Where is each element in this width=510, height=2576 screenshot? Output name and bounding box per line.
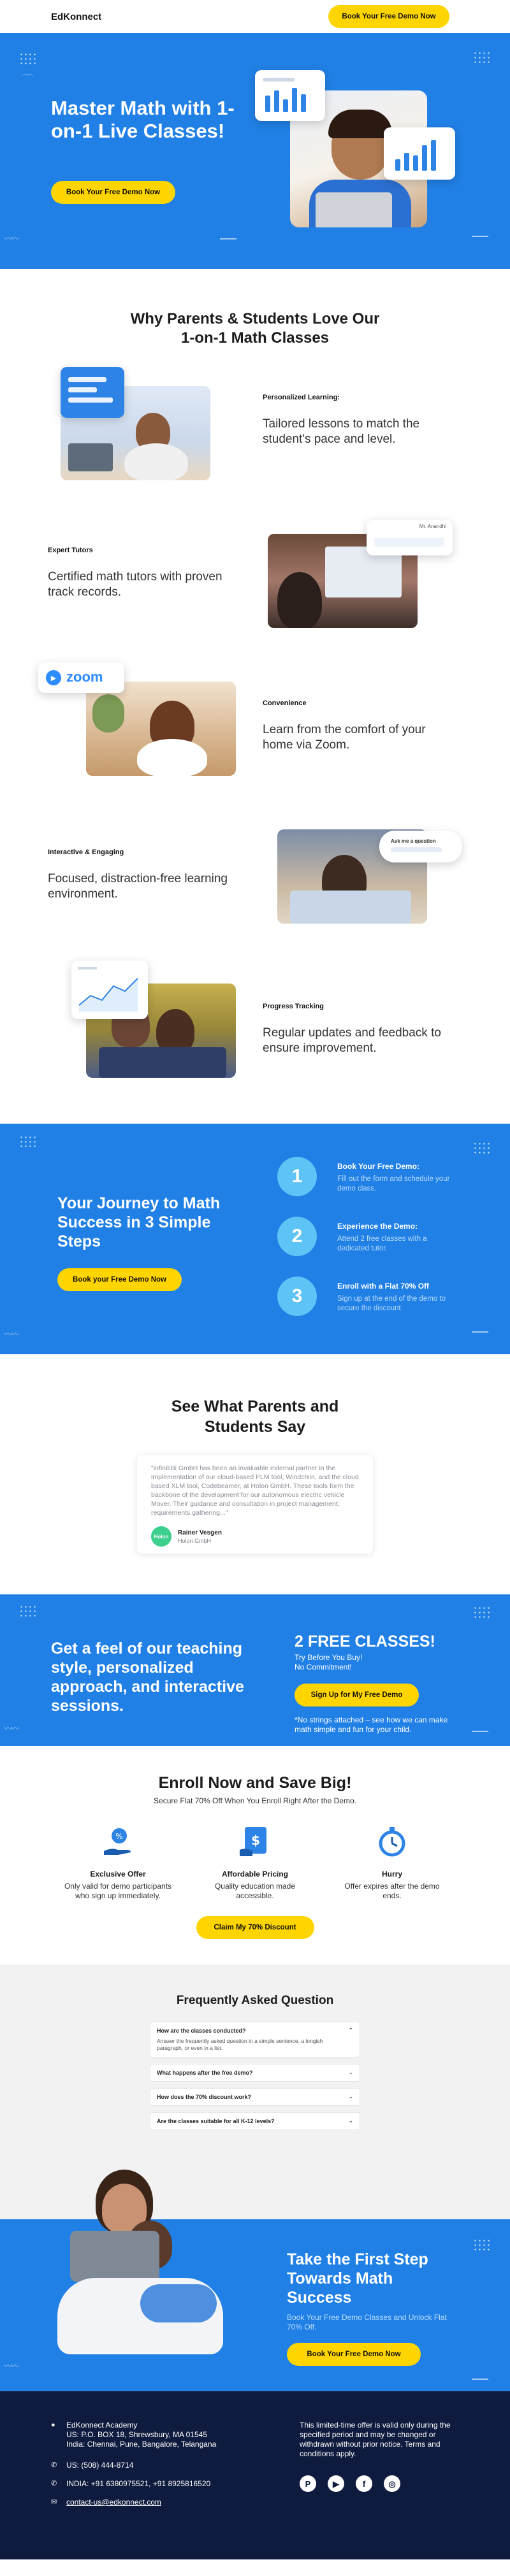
chevron-up-icon[interactable]: ⌃ xyxy=(348,2027,353,2033)
author-org: Holon GmbH xyxy=(178,1537,212,1544)
cta-demo-button[interactable]: Book Your Free Demo Now xyxy=(287,2343,421,2366)
decor-dots xyxy=(19,52,37,65)
footer-us-phone[interactable]: ✆ US: (508) 444-8714 xyxy=(51,2461,134,2470)
feature-photo xyxy=(86,682,236,776)
feature-text xyxy=(48,848,233,902)
offer-disclaimer: This limited-time offer is valid only during the specified period and may be changed or withdrawn without prior notice. Terms and conditions apply. xyxy=(300,2421,451,2458)
step-title: Enroll with a Flat 70% Off xyxy=(337,1282,430,1291)
growth-chart-card xyxy=(384,127,455,180)
faq-question[interactable]: How are the classes conducted? xyxy=(157,2028,246,2034)
zoom-badge: ▶ zoom xyxy=(38,662,124,693)
testimonial-card xyxy=(137,1455,373,1554)
feature-label: Convenience xyxy=(263,699,307,707)
decor-dots xyxy=(19,1605,37,1617)
step-number: 3 xyxy=(277,1277,317,1316)
feature-desc: Regular updates and feedback to ensure improvement. xyxy=(263,1026,441,1055)
faq-item[interactable] xyxy=(150,2088,360,2106)
feature-item xyxy=(0,810,510,958)
decor-wave: ⌒⌒ xyxy=(22,75,32,82)
decor-dash xyxy=(472,1731,488,1732)
footer-address: ● EdKonnect Academy US: P.O. BOX 18, Shrewsbury, MA 01545 India: Chennai, Pune, Bangalore, Telangana xyxy=(51,2421,217,2449)
feature-item xyxy=(0,367,510,515)
demo-left-title: Get a feel of our teaching style, personalized approach, and interactive sessions. xyxy=(51,1640,244,1715)
testimonial-section xyxy=(0,1396,510,1554)
benefit-title: Hurry xyxy=(381,1870,402,1878)
feature-item xyxy=(0,515,510,662)
testimonial-title: See What Parents and Students Say xyxy=(171,1398,339,1436)
step-desc: Attend 2 free classes with a dedicated tutor. xyxy=(337,1235,427,1252)
why-section xyxy=(0,310,510,1106)
feature-label: Expert Tutors xyxy=(48,547,93,554)
hero-demo-button[interactable]: Book Your Free Demo Now xyxy=(51,181,175,204)
feature-item xyxy=(0,958,510,1106)
step-number: 1 xyxy=(277,1157,317,1196)
decor-dots xyxy=(473,2238,491,2251)
pinterest-icon[interactable]: P xyxy=(300,2475,316,2492)
enroll-section xyxy=(0,1774,510,1939)
offer-hand-icon xyxy=(99,1822,137,1860)
stopwatch-icon xyxy=(373,1822,411,1860)
decor-wave: 〰〰 xyxy=(4,2361,18,2371)
author-name: Rainer Vesgen xyxy=(178,1529,222,1536)
decor-wave: 〰〰 xyxy=(4,1329,18,1339)
faq-answer: Answer the frequently asked question in a simple sentence, a longish paragraph, or even in a list. xyxy=(157,2038,323,2051)
final-cta-section xyxy=(0,2219,510,2391)
step-number: 2 xyxy=(277,1217,317,1256)
journey-title: Your Journey to Math Success in 3 Simple Steps xyxy=(57,1194,221,1250)
cta-subtitle: Book Your Free Demo Classes and Unlock Flat 70% Off. xyxy=(287,2313,447,2331)
journey-section xyxy=(0,1124,510,1354)
pricing-tag-icon xyxy=(236,1822,274,1860)
decor-dots xyxy=(19,1135,37,1148)
testimonial-quote: "infinitiBi GmbH has been an invaluable external partner in the implementation of our cloud-based PLM tool, Windchlin, and the cloud based XLM tool, Codebeamer, at Holon GmbH. These tools form the backbone of the development for our autonomous electric vehicle Mover. Their guidance and consultation in project management, requirements gathering..." xyxy=(151,1464,359,1517)
signup-demo-button[interactable]: Sign Up for My Free Demo xyxy=(295,1684,419,1707)
benefit-desc: Quality education made accessible. xyxy=(214,1882,296,1900)
benefits-list xyxy=(64,1822,446,1901)
top-nav xyxy=(0,0,510,33)
why-title: Why Parents & Students Love Our 1-on-1 Math Classes xyxy=(130,310,380,347)
footer-india-phone[interactable]: ✆ INDIA: +91 6380975521, +91 8925816520 xyxy=(51,2479,211,2488)
hero-section xyxy=(0,33,510,269)
social-links xyxy=(300,2475,459,2492)
youtube-icon[interactable]: ▶ xyxy=(328,2475,344,2492)
decor-dots xyxy=(473,1606,491,1619)
chart-card xyxy=(255,70,325,121)
decor-dash xyxy=(472,1331,488,1333)
footer-right xyxy=(300,2421,459,2492)
faq-question[interactable]: Are the classes suitable for all K-12 levels? xyxy=(157,2118,275,2124)
faq-title: Frequently Asked Question xyxy=(176,1994,334,2007)
benefit-desc: Only valid for demo participants who sign up immediately. xyxy=(64,1882,172,1900)
testimonial-author xyxy=(151,1526,359,1547)
cta-title: Take the First Step Towards Math Success xyxy=(287,2250,428,2307)
enroll-subtitle: Secure Flat 70% Off When You Enroll Right After the Demo. xyxy=(154,1796,356,1805)
feature-label: Interactive & Engaging xyxy=(48,848,124,856)
features-list xyxy=(0,367,510,1106)
decor-dots xyxy=(473,1141,491,1154)
faq-item[interactable] xyxy=(150,2112,360,2130)
footer-contact xyxy=(51,2421,261,2516)
mother-child-photo xyxy=(51,2170,236,2386)
brand-logo[interactable]: EdKonnect xyxy=(51,11,102,22)
demo-headline: 2 FREE CLASSES! xyxy=(295,1633,435,1650)
faq-list xyxy=(150,2022,360,2130)
camera-icon: ▶ xyxy=(46,670,61,685)
feature-desc: Tailored lessons to match the student's pace and level. xyxy=(263,417,420,446)
faq-item[interactable] xyxy=(150,2064,360,2082)
faq-question[interactable]: What happens after the free demo? xyxy=(157,2070,253,2076)
feature-text xyxy=(48,547,233,600)
footer-email[interactable]: ✉ contact-us@edkonnect.com xyxy=(51,2498,161,2507)
faq-question[interactable]: How does the 70% discount work? xyxy=(157,2094,252,2100)
tutor-card: Mr. Anandhi xyxy=(367,520,453,555)
chevron-down-icon[interactable]: ⌄ xyxy=(348,2069,353,2075)
line-chart-icon xyxy=(71,961,148,1019)
decor-dash xyxy=(472,236,488,237)
decor-dots xyxy=(473,51,491,64)
decor-wave: 〰〰 xyxy=(4,1724,18,1733)
progress-chart-card xyxy=(71,961,148,1019)
chevron-down-icon[interactable]: ⌄ xyxy=(348,2093,353,2100)
svg-text:$: $ xyxy=(251,1833,260,1848)
step-title: Experience the Demo: xyxy=(337,1222,418,1231)
location-pin-icon: ● xyxy=(51,2421,55,2429)
feature-text xyxy=(263,394,448,447)
feature-label: Progress Tracking xyxy=(263,1003,324,1010)
benefit-item xyxy=(338,1822,446,1901)
feature-desc: Certified math tutors with proven track records. xyxy=(48,570,222,599)
phone-icon: ✆ xyxy=(51,2461,57,2469)
claim-discount-button[interactable]: Claim My 70% Discount xyxy=(196,1916,314,1939)
avatar: Holon xyxy=(151,1526,171,1547)
nav-demo-button[interactable]: Book Your Free Demo Now xyxy=(328,5,449,28)
step-desc: Fill out the form and schedule your demo class. xyxy=(337,1175,450,1192)
facebook-icon[interactable]: f xyxy=(356,2475,372,2492)
feature-label: Personalized Learning: xyxy=(263,394,340,401)
free-classes-section xyxy=(0,1594,510,1746)
demo-subtitle: Try Before You Buy! No Commitment! xyxy=(295,1653,363,1671)
phone-icon: ✆ xyxy=(51,2480,57,2487)
question-card: Ask me a question xyxy=(379,831,462,862)
decor-dash xyxy=(472,2379,488,2380)
demo-note: *No strings attached – see how we can make math simple and fun for your child. xyxy=(295,1715,448,1734)
footer xyxy=(0,2391,510,2559)
decor-wave: 〰〰 xyxy=(4,234,18,243)
feature-item xyxy=(0,662,510,810)
journey-demo-button[interactable]: Book your Free Demo Now xyxy=(57,1268,182,1291)
enroll-title: Enroll Now and Save Big! xyxy=(158,1774,352,1792)
hero-title: Master Math with 1-on-1 Live Classes! xyxy=(51,97,235,142)
benefit-title: Affordable Pricing xyxy=(221,1870,288,1878)
chat-card xyxy=(61,367,124,418)
benefit-title: Exclusive Offer xyxy=(90,1870,146,1878)
faq-item[interactable] xyxy=(150,2022,360,2057)
mail-icon: ✉ xyxy=(51,2498,57,2506)
feature-text xyxy=(263,699,448,753)
demo-offer xyxy=(295,1633,460,1735)
decor-dash xyxy=(220,238,237,240)
benefit-desc: Offer expires after the demo ends. xyxy=(344,1882,440,1900)
benefit-item xyxy=(64,1822,172,1901)
step-title: Book Your Free Demo: xyxy=(337,1162,419,1171)
feature-desc: Learn from the comfort of your home via Zoom. xyxy=(263,723,426,752)
svg-text:%: % xyxy=(115,1832,123,1841)
step-desc: Sign up at the end of the demo to secure the discount. xyxy=(337,1295,446,1312)
feature-desc: Focused, distraction-free learning environment. xyxy=(48,872,228,901)
chevron-down-icon[interactable]: ⌄ xyxy=(348,2117,353,2124)
feature-text xyxy=(263,1003,448,1056)
benefit-item xyxy=(201,1822,309,1901)
instagram-icon[interactable]: ◎ xyxy=(384,2475,400,2492)
